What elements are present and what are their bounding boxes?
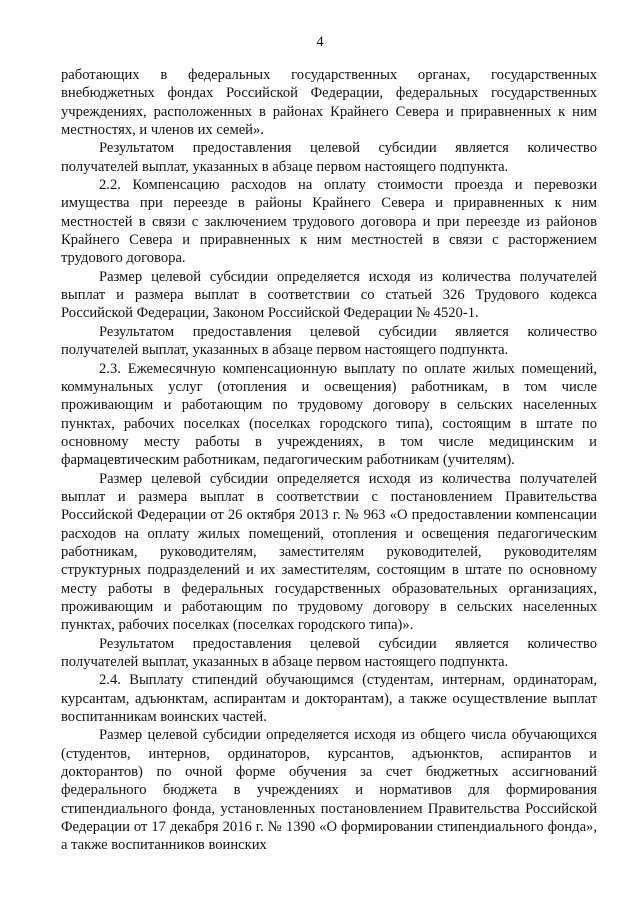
page-number: 4 <box>316 34 324 50</box>
paragraph: Результатом предоставления целевой субсидии является количество получателей выплат, указанных в абзаце первом настоящего подпункта. <box>61 635 597 670</box>
paragraph: Результатом предоставления целевой субсидии является количество получателей выплат, указанных в абзаце первом настоящего подпункта. <box>61 323 597 359</box>
paragraph: 2.2. Компенсацию расходов на оплату стоимости проезда и перевозки имущества при переезде в районы Крайнего Севера и приравненных к ним местностей в связи с заключением трудового договора и при переезде из районов Крайнего Севера и приравненных к ним местностей в связи с расторжением трудового договора. <box>61 177 597 267</box>
paragraph: 2.3. Ежемесячную компенсационную выплату по оплате жилых помещений, коммунальных услуг (отопления и освещения) работникам, в том числе проживающим и работающим по трудовому договору в сельских населенных пунктах, рабочих поселках (поселках городского типа), состоящим в штате по основному месту работы в учреждениях, в том числе медицинским и фармацевтическим работникам, педагогическим работникам (учителям). <box>61 360 597 469</box>
paragraph: Размер целевой субсидии определяется исходя из общего числа обучающихся (студентов, интернов, ординаторов, курсантов, адъюнктов, аспирантов и докторантов) по очной форме обучения за счет бюджетных ассигнований федерального бюджета в учреждениях и нормативов для формирования стипендиального фонда, установленных постановлением Правительства Российской Федерации от 17 декабря 2016 г. № 1390 «О формировании стипендиального фонда», а также воспитанников воинских <box>61 727 597 854</box>
paragraph: работающих в федеральных государственных органах, государственных внебюджетных фондах Российской Федерации, федеральных государственных учреждениях, расположенных в районах Крайнего Севера и приравненных к ним местностях, и членов их семей». <box>61 67 597 139</box>
paragraph: Размер целевой субсидии определяется исходя из количества получателей выплат и размера выплат в соответствии с постановлением Правительства Российской Федерации от 26 октября 2013 г. № 963 «О предоставлении компенсации расходов на оплату жилых помещений, отопления и освещения педагогическим работникам, руководителям, заместителям руководителей, руководителям структурных подразделений и их заместителям, состоящим в штате по основному месту работы в федеральных государственных образовательных организациях, проживающим и работающим по трудовому договору в сельских населенных пунктах, рабочих поселках (поселках городского типа)». <box>61 470 597 634</box>
paragraph: Результатом предоставления целевой субсидии является количество получателей выплат, указанных в абзаце первом настоящего подпункта. <box>61 140 597 175</box>
paragraph: Размер целевой субсидии определяется исходя из количества получателей выплат и размера выплат в соответствии со статьей 326 Трудового кодекса Российской Федерации, Законом Российской Федерации № 4520-1. <box>61 268 597 322</box>
paragraph: 2.4. Выплату стипендий обучающимся (студентам, интернам, ординаторам, курсантам, адъюнктам, аспирантам и докторантам), а также осуществление выплат воспитанникам воинских частей. <box>61 672 597 726</box>
document-body <box>61 66 597 855</box>
